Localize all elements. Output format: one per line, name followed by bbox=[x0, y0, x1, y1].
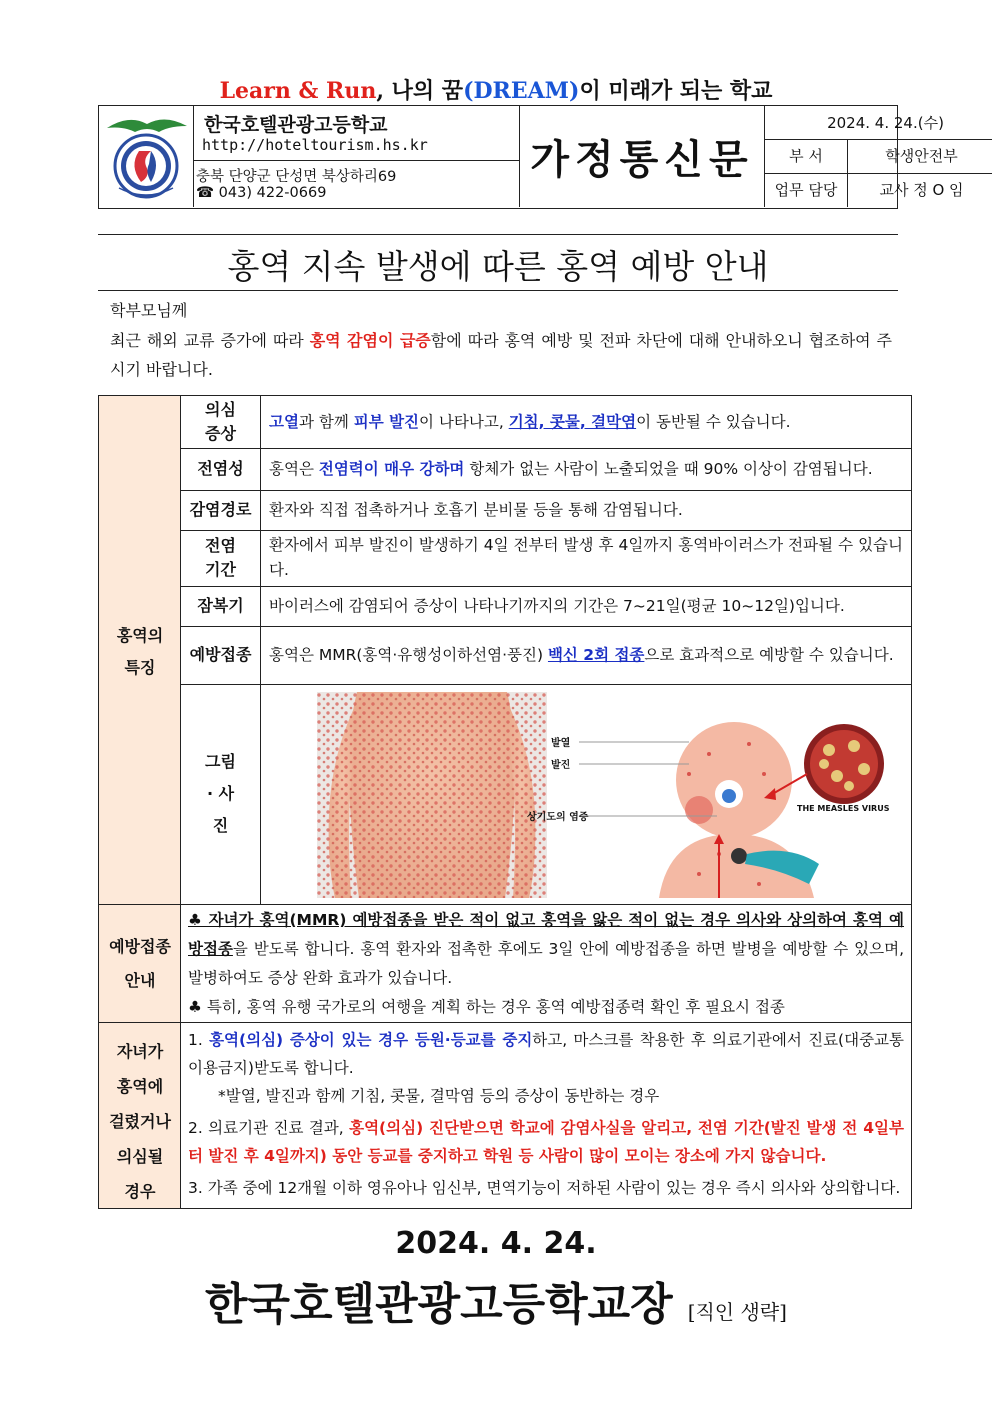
infected-label-text: 자녀가 홍역에 걸렸거나 의심될 경우 bbox=[109, 1042, 171, 1201]
infected-item1-note: *발열, 발진과 함께 기침, 콧물, 결막염 등의 증상이 동반하는 경우 bbox=[218, 1087, 660, 1105]
department-label: 부 서 bbox=[765, 140, 848, 173]
vaccination-line1-rest: 을 받도록 합니다. 홍역 환자와 접촉한 후에도 3일 안에 예방접종을 하면 발병을 예방할 수 있으며, 발병하여도 증상 완화 효과가 있습니다. bbox=[188, 940, 904, 987]
vaccine-t1: 홍역은 MMR(홍역·유행성이하선염·풍진) bbox=[269, 645, 548, 664]
school-logo bbox=[99, 106, 194, 207]
slogan-suffix: 이 미래가 되는 학교 bbox=[579, 78, 773, 104]
intro-paragraph bbox=[110, 326, 892, 384]
period-key-text: 전염 기간 bbox=[205, 536, 236, 579]
intro-highlight: 홍역 감염이 급증 bbox=[309, 331, 431, 350]
symptom-key bbox=[181, 396, 261, 448]
seal-omitted: [직인 생략] bbox=[687, 1300, 787, 1324]
manager-row bbox=[765, 174, 992, 208]
school-info bbox=[194, 106, 520, 207]
vaccine-highlight: 백신 2회 접종 bbox=[547, 645, 645, 664]
manager-value: 교사 정 O 임 bbox=[879, 181, 964, 199]
slogan-dream: (DREAM) bbox=[463, 78, 580, 104]
vaccination-line1 bbox=[188, 906, 904, 993]
route-text: 환자와 직접 접촉하거나 호흡기 분비물 등을 통해 감염됩니다. bbox=[269, 500, 683, 519]
header-box bbox=[98, 105, 964, 209]
period-key bbox=[181, 530, 261, 586]
symptom-t1: 과 함께 bbox=[298, 412, 354, 431]
symptom-fever: 고열 bbox=[269, 412, 299, 431]
picture-key bbox=[181, 684, 261, 904]
school-emblem-icon bbox=[99, 106, 194, 207]
symptom-line bbox=[269, 410, 791, 435]
footer-signature bbox=[0, 1268, 992, 1332]
title-bottom-rule bbox=[98, 290, 898, 291]
infected-label-cell bbox=[99, 1022, 181, 1208]
incubation-text: 바이러스에 감염되어 증상이 나타나기까지의 기간은 7~21일(평균 10~12일)입니다. bbox=[269, 596, 845, 615]
item2-prefix: 2. 의료기관 진료 결과, bbox=[188, 1119, 350, 1137]
rash-photo bbox=[317, 692, 547, 898]
label-inflammation: 상기도의 염증 bbox=[527, 812, 589, 823]
symptom-key-text: 의심 증상 bbox=[205, 400, 236, 443]
picture-key-text: 그림 · 사진 bbox=[205, 752, 236, 835]
label-fever: 발열 bbox=[551, 738, 571, 749]
info-table bbox=[98, 395, 912, 1209]
label-rash: 발진 bbox=[551, 760, 571, 771]
item1-highlight: 홍역(의심) 증상이 있는 경우 등원·등교를 중지 bbox=[209, 1031, 533, 1049]
symptom-t2: 이 나타나고, bbox=[419, 412, 509, 431]
vaccination-label-text: 예방접종 안내 bbox=[109, 937, 171, 990]
features-label-cell bbox=[99, 396, 181, 904]
period-text: 환자에서 피부 발진이 발생하기 4일 전부터 발생 후 4일까지 홍역바이러스가 전파될 수 있습니다. bbox=[269, 536, 903, 579]
vaccination-text bbox=[181, 906, 911, 1022]
incubation-key: 잠복기 bbox=[181, 586, 261, 626]
vaccination-label bbox=[99, 930, 181, 998]
department-row bbox=[765, 140, 992, 174]
greeting: 학부모님께 bbox=[110, 301, 188, 320]
school-name: 한국호텔관광고등학교 bbox=[204, 114, 388, 136]
issue-date: 2024. 4. 24.(수) bbox=[765, 106, 992, 140]
symptom-text bbox=[261, 396, 911, 448]
contagion-t2: 항체가 없는 사람이 노출되었을 때 90% 이상이 감염됩니다. bbox=[464, 459, 873, 478]
vaccine-text bbox=[261, 626, 911, 684]
vaccination-line1-highlight: ♣ 자녀가 홍역(MMR) 예방접종을 받은 적이 없고 홍역을 앓은 적이 없는 경우 의사와 상의하여 홍역 예방접종 bbox=[188, 911, 904, 958]
vaccine-key: 예방접종 bbox=[181, 626, 261, 684]
school-address: 충북 단양군 단성면 북상하리69 bbox=[196, 169, 397, 185]
infected-label bbox=[99, 1034, 181, 1209]
principal-name: 한국호텔관광고등학교장 bbox=[205, 1279, 673, 1330]
school-phone: ☎ 043) 422-0669 bbox=[196, 185, 327, 201]
contagion-line bbox=[269, 457, 873, 482]
contagion-t1: 홍역은 bbox=[269, 459, 319, 478]
contagion-highlight: 전염력이 매우 강하며 bbox=[318, 459, 465, 478]
item1-num: 1. bbox=[188, 1031, 210, 1049]
symptom-t3: 이 동반될 수 있습니다. bbox=[636, 412, 791, 431]
school-info-divider bbox=[194, 160, 519, 161]
item2-highlight: 홍역(의심) 진단받으면 학교에 감염사실을 알리고, 전염 기간(발진 발생 전 4일부터 발진 후 4일까지) 동안 등교를 중지하고 학원 등 사람이 많이 모이는 장소에 가지 않습니다. bbox=[188, 1119, 904, 1165]
section-divider bbox=[99, 1022, 911, 1023]
department-value: 학생안전부 bbox=[885, 147, 958, 165]
vaccine-line bbox=[269, 643, 894, 668]
label-virus: THE MEASLES VIRUS bbox=[797, 804, 890, 813]
symptom-cough: 기침, 콧물, 결막염 bbox=[508, 412, 637, 431]
features-label bbox=[99, 620, 181, 684]
slogan-dream-prefix: , 나의 꿈 bbox=[376, 78, 464, 104]
symptom-rash: 피부 발진 bbox=[353, 412, 420, 431]
section-divider bbox=[99, 904, 911, 905]
manager-label: 업무 담당 bbox=[765, 174, 848, 207]
vaccination-label-cell bbox=[99, 904, 181, 1022]
title-top-rule bbox=[98, 234, 898, 235]
vaccine-t2: 으로 효과적으로 예방할 수 있습니다. bbox=[644, 645, 894, 664]
slogan-learn-run: Learn & Run bbox=[219, 78, 377, 104]
contagion-text bbox=[261, 448, 911, 490]
intro-text-a: 최근 해외 교류 증가에 따라 bbox=[110, 331, 310, 350]
item1-rest: 하고, 마스크를 착용한 후 의료기관에서 진료(대중교통이용금지)받도록 합니다. bbox=[188, 1031, 904, 1077]
infected-item3: 3. 가족 중에 12개월 이하 영유아나 임신부, 면역기능이 저하된 사람이 있는 경우 즉시 의사와 상의합니다. bbox=[188, 1179, 901, 1197]
school-url[interactable]: http://hoteltourism.hs.kr bbox=[202, 136, 428, 154]
footer-date: 2024. 4. 24. bbox=[395, 1226, 597, 1261]
newsletter-title: 가정통신문 bbox=[520, 106, 765, 207]
contagion-key: 전염성 bbox=[181, 448, 261, 490]
school-slogan bbox=[0, 74, 992, 105]
infected-item1 bbox=[188, 1026, 904, 1082]
route-key: 감염경로 bbox=[181, 490, 261, 530]
vaccination-line2: ♣ 특히, 홍역 유행 국가로의 여행을 계획 하는 경우 홍역 예방접종력 확인 후 필요시 접종 bbox=[188, 998, 785, 1016]
document-title: 홍역 지속 발생에 따른 홍역 예방 안내 bbox=[227, 247, 769, 286]
picture-cell bbox=[261, 684, 911, 904]
infected-item2 bbox=[188, 1114, 904, 1170]
features-label-text: 홍역의 특징 bbox=[116, 626, 164, 677]
infected-text bbox=[181, 1026, 911, 1202]
intro-text-c: 함에 따라 홍역 예방 및 전파 차단에 대해 안내하오니 협조하여 주시기 바랍니다. bbox=[110, 331, 893, 379]
